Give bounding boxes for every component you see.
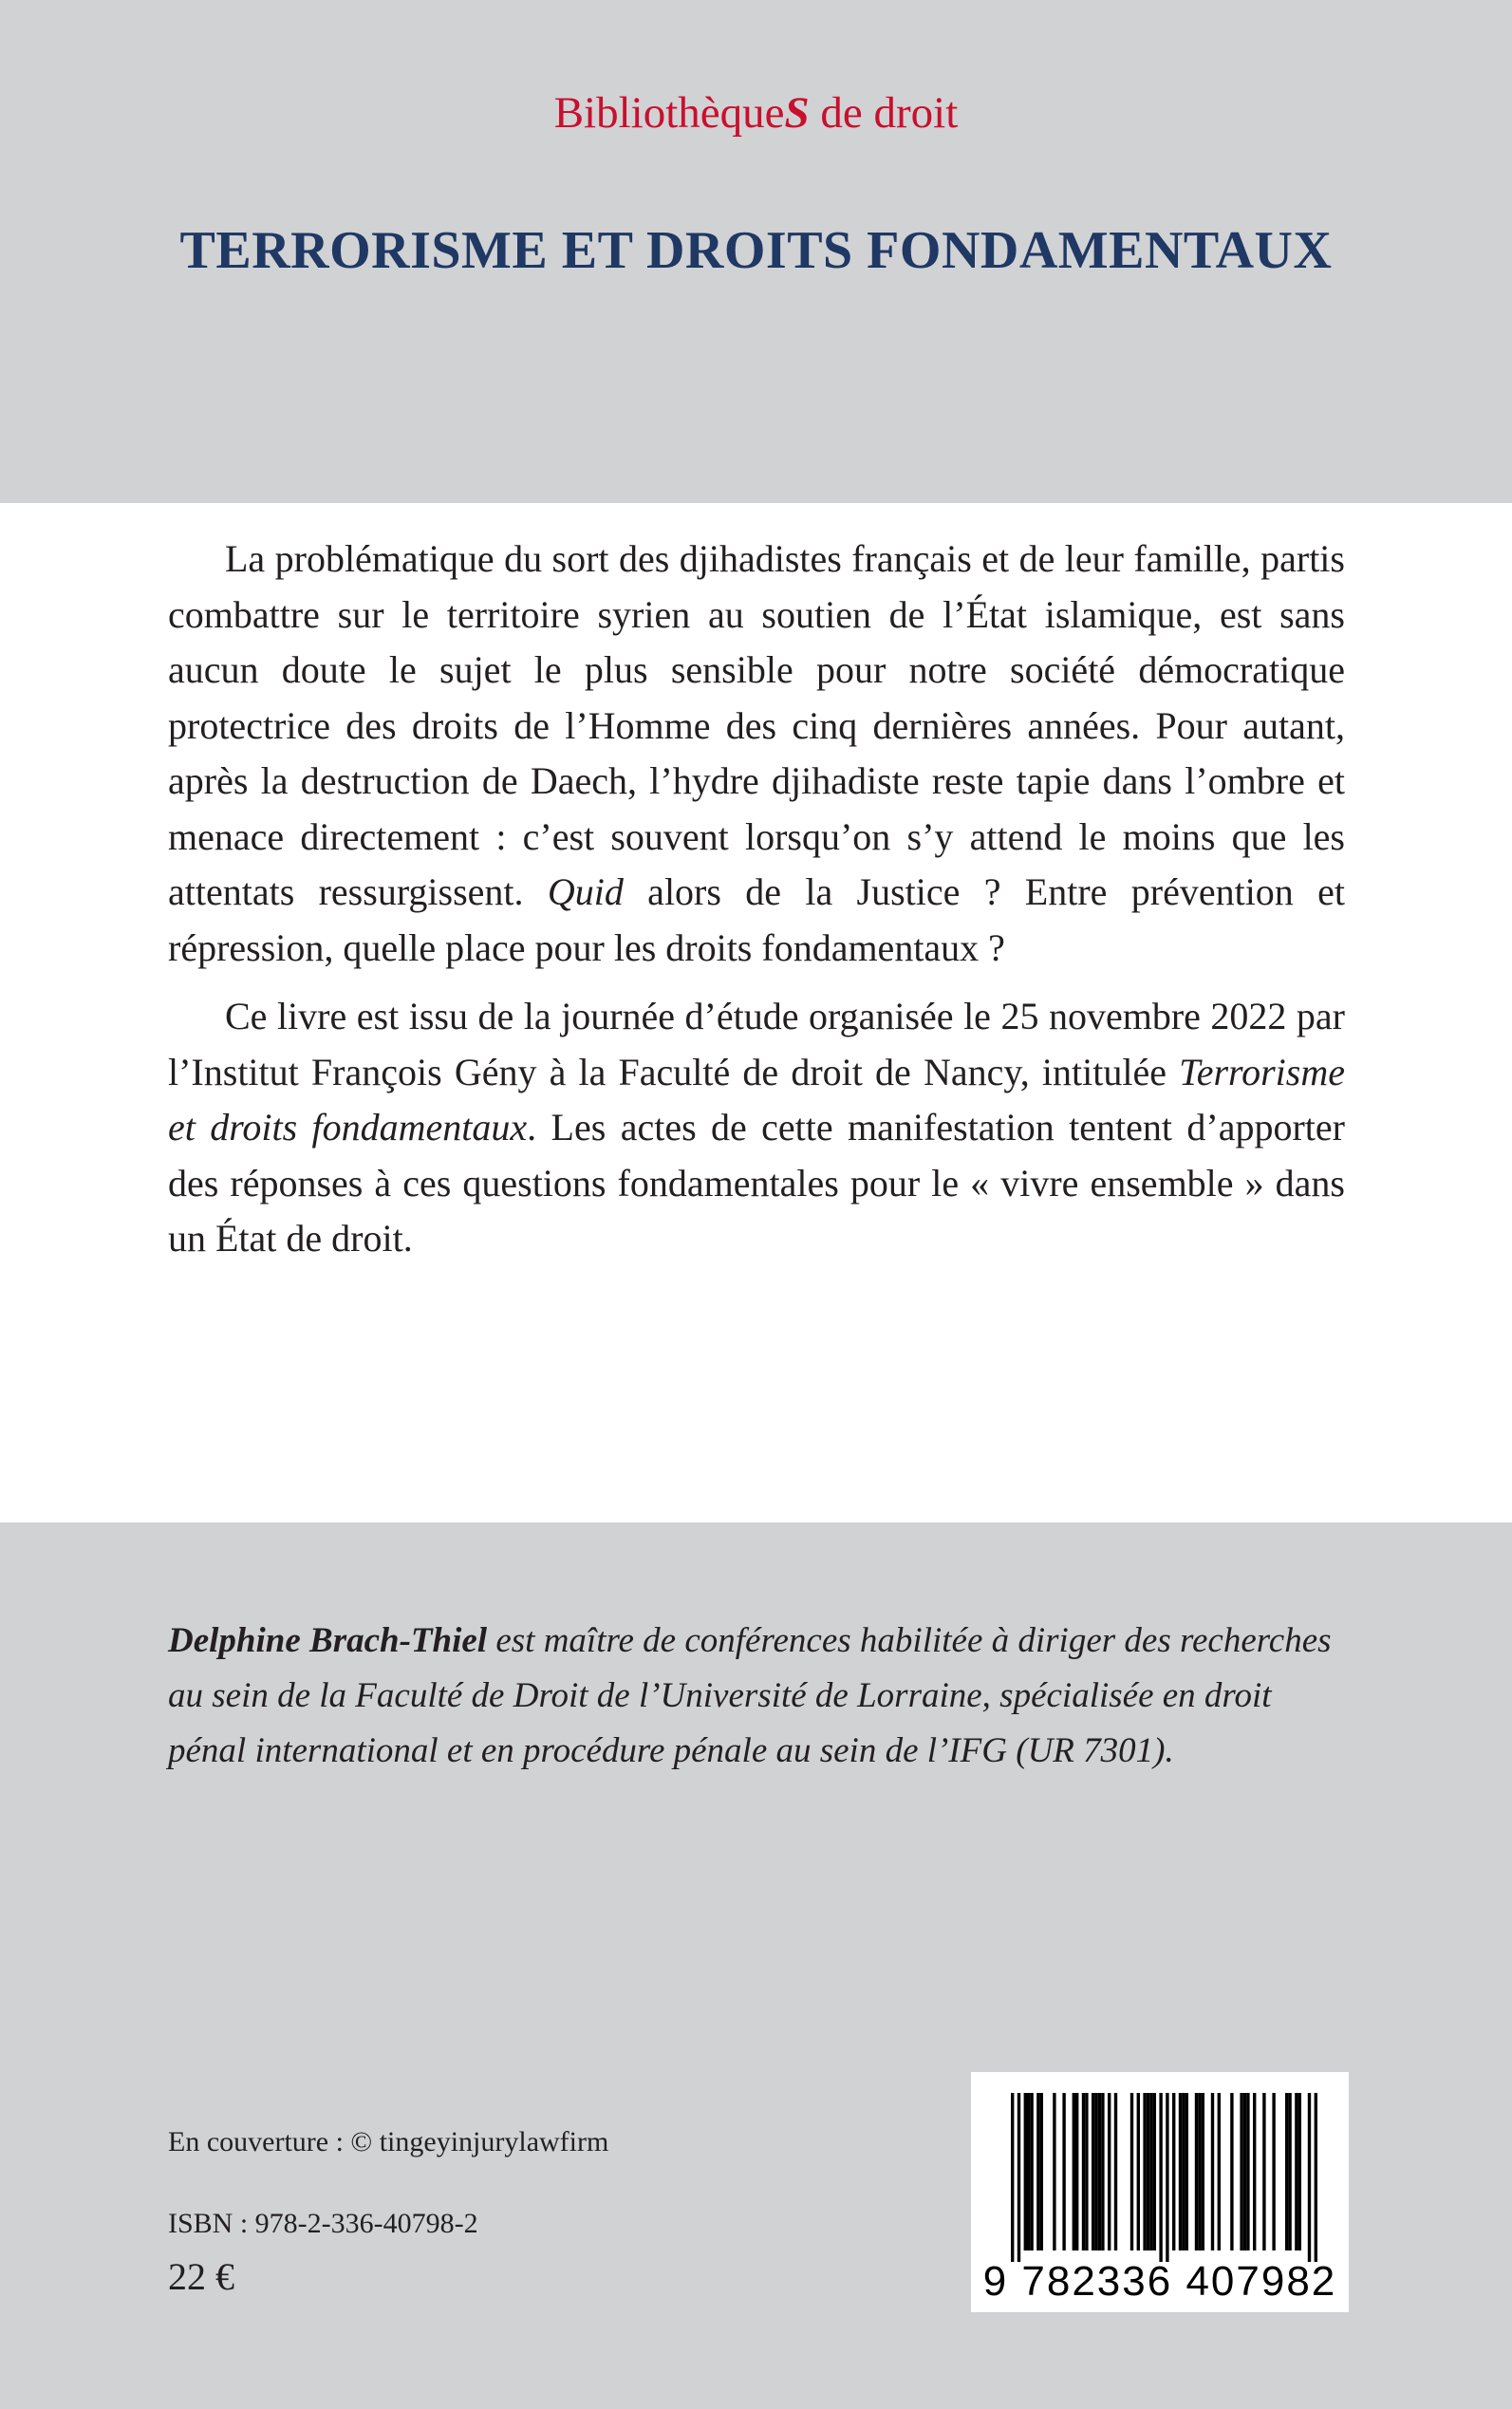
barcode-bar — [1262, 2093, 1265, 2250]
barcode-bar — [1253, 2093, 1256, 2250]
barcode-bar — [1195, 2093, 1198, 2250]
barcode-bar — [1082, 2093, 1085, 2250]
price: 22 € — [168, 2255, 234, 2298]
barcode-bar — [1243, 2093, 1246, 2250]
barcode-bar — [1053, 2093, 1055, 2250]
barcode-bar — [1024, 2093, 1027, 2250]
summary-paragraph-2: Ce livre est issu de la journée d’étude organisée le 25 novembre 2022 par l’Institut François Gény à la Faculté de droit de Nancy, intitulée Terrorisme et droits fondamentaux. Les actes de cette manifestation tentent d’apporter des réponses à ces questions fondamentales pour le « vivre ensemble » dans un État de droit. — [168, 995, 1345, 1260]
author-name: Delphine Brach-Thiel — [168, 1621, 488, 1660]
barcode-bar — [1211, 2093, 1214, 2250]
barcode-bar — [1137, 2093, 1140, 2250]
barcode-bar — [1202, 2093, 1204, 2250]
author-bio: Delphine Brach-Thiel est maître de conférences habilitée à diriger des recherches au sein de la Faculté de Droit de l’Université de Lorraine, spécialisée en droit pénal international et en procédure pénale au sein de l’IFG (UR 7301). — [168, 1621, 1332, 1770]
barcode-bar — [1040, 2093, 1043, 2250]
barcode-bar — [1288, 2093, 1291, 2250]
barcode-bar — [1230, 2093, 1233, 2250]
barcode-bar — [1218, 2093, 1221, 2250]
barcode-bar — [1166, 2093, 1168, 2262]
barcode — [971, 2072, 1349, 2312]
barcode-bar — [1295, 2093, 1297, 2250]
barcode-bar — [1149, 2093, 1152, 2250]
isbn: ISBN : 978-2-336-40798-2 — [168, 2208, 478, 2239]
barcode-bar — [1075, 2093, 1078, 2250]
barcode-bar — [1085, 2093, 1088, 2250]
barcode-bar — [1298, 2093, 1301, 2250]
barcode-bar — [1240, 2093, 1242, 2250]
barcode-bar — [1017, 2093, 1020, 2262]
barcode-bar — [1179, 2093, 1182, 2250]
barcode-bar — [1114, 2093, 1117, 2250]
barcode-bar — [1185, 2093, 1188, 2250]
barcode-bar — [1027, 2093, 1030, 2250]
barcode-bar — [1130, 2093, 1133, 2250]
barcode-bar — [1153, 2093, 1156, 2250]
barcode-bar — [1182, 2093, 1185, 2250]
barcode-bar — [1030, 2093, 1033, 2250]
barcode-bar — [1147, 2093, 1149, 2250]
book-summary — [168, 532, 1345, 1280]
barcode-number: 9 782336 407982 — [982, 2258, 1337, 2305]
cover-credit: En couverture : © tingeyinjurylawfirm — [168, 2126, 609, 2157]
summary-paragraph-1: La problématique du sort des djihadistes français et de leur famille, partis combattre sur le territoire syrien au soutien de l’État islamique, est sans aucun doute le sujet le plus sensible pour notre société démocratique protectrice des droits de l’Homme des cinq dernières années. Pour autant, après la destruction de Daech, l’hydre djihadiste reste tapie dans l’ombre et menace directement : c’est souvent lorsqu’on s’y attend le moins que les attentats ressurgissent. Quid alors de la Justice ? Entre prévention et répression, quelle place pour les droits fondamentaux ? — [168, 537, 1345, 969]
barcode-bar — [1108, 2093, 1111, 2250]
collection-name: BibliothèqueS de droit — [553, 88, 959, 138]
barcode-bar — [1285, 2093, 1288, 2250]
barcode-bars — [971, 2072, 1349, 2262]
barcode-bar — [1094, 2093, 1097, 2250]
barcode-bar — [1246, 2093, 1249, 2250]
barcode-bar — [1198, 2093, 1201, 2250]
barcode-bar — [1011, 2093, 1014, 2262]
barcode-bar — [1073, 2093, 1075, 2250]
barcode-bar — [1098, 2093, 1101, 2250]
barcode-bar — [1101, 2093, 1104, 2250]
barcode-bar — [1172, 2093, 1175, 2250]
barcode-bar — [1062, 2093, 1065, 2250]
barcode-bar — [1315, 2093, 1317, 2262]
barcode-bar — [1092, 2093, 1094, 2250]
barcode-bar — [1036, 2093, 1039, 2250]
barcode-bar — [1308, 2093, 1311, 2262]
barcode-bar — [1272, 2093, 1275, 2250]
barcode-bar — [1159, 2093, 1162, 2262]
barcode-bar — [1143, 2093, 1146, 2250]
book-title: TERRORISME ET DROITS FONDAMENTAUX — [179, 221, 1333, 280]
